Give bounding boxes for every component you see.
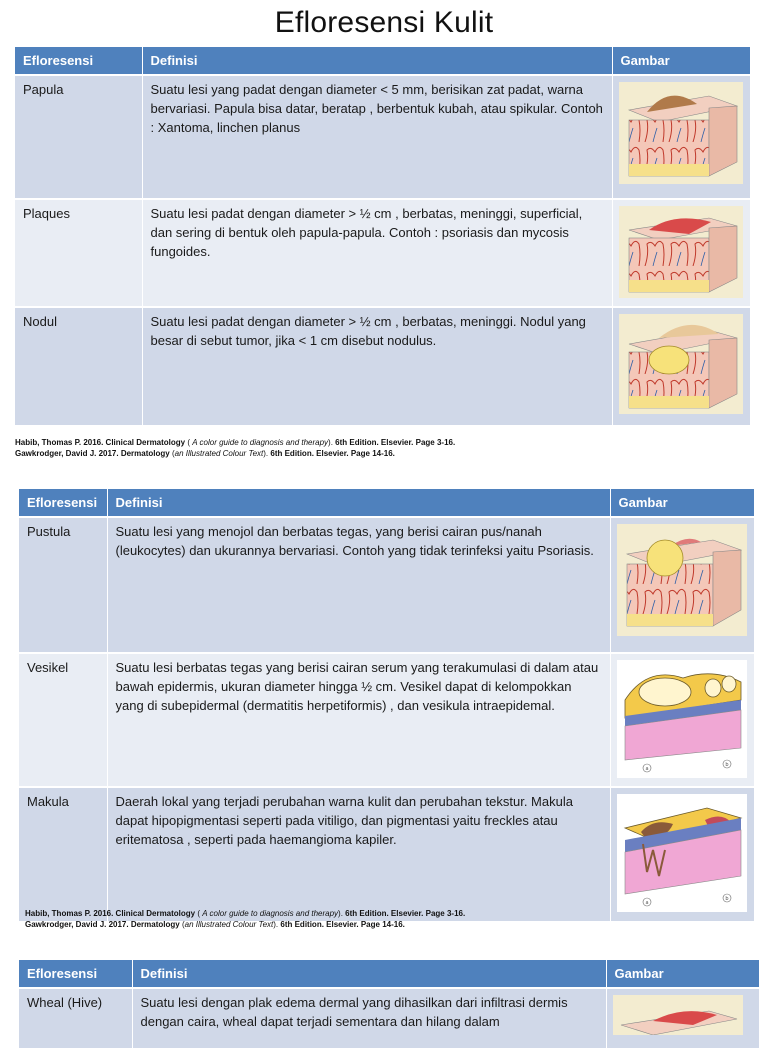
table-row bbox=[19, 517, 754, 653]
header-definisi: Definisi bbox=[107, 489, 610, 517]
row-term: Wheal (Hive) bbox=[19, 988, 132, 1048]
nodule-skin-diagram bbox=[619, 314, 743, 414]
row-definition: Suatu lesi padat dengan diameter > ½ cm , berbatas, meninggi, superficial, dan sering di bentuk oleh papula-papula. Contoh : psoriasis dan mycosis fungoides. bbox=[142, 199, 612, 307]
header-efloresensi: Efloresensi bbox=[15, 47, 142, 75]
row-term: Vesikel bbox=[19, 653, 107, 787]
row-definition: Suatu lesi yang menojol dan berbatas tegas, yang berisi cairan pus/nanah (leukocytes) dan ukurannya bervariasi. Contoh yang tidak terinfeksi yaitu Psoriasis. bbox=[107, 517, 610, 653]
header-efloresensi: Efloresensi bbox=[19, 960, 132, 988]
efflorescence-table-1 bbox=[15, 47, 751, 425]
header-gambar: Gambar bbox=[612, 47, 750, 75]
papule-skin-diagram bbox=[619, 82, 743, 184]
reference-habib: Habib, Thomas P. 2016. Clinical Dermatology ( A color guide to diagnosis and therapy). 6th Edition. Elsevier. Page 3-16. bbox=[25, 909, 466, 918]
table-row bbox=[19, 787, 754, 921]
row-term: Papula bbox=[15, 75, 142, 199]
reference-gawkrodger: Gawkrodger, David J. 2017. Dermatology (an Illustrated Colour Text). 6th Edition. Elsevier. Page 14-16. bbox=[25, 920, 405, 929]
table-row bbox=[15, 307, 750, 425]
label-a: a bbox=[644, 900, 649, 906]
header-definisi: Definisi bbox=[132, 960, 606, 988]
reference-habib: Habib, Thomas P. 2016. Clinical Dermatology ( A color guide to diagnosis and therapy). 6th Edition. Elsevier. Page 3-16. bbox=[15, 438, 456, 447]
header-gambar: Gambar bbox=[610, 489, 754, 517]
row-image bbox=[606, 988, 759, 1048]
table-header bbox=[19, 960, 759, 988]
row-definition: Daerah lokal yang terjadi perubahan warna kulit dan perubahan tekstur. Makula dapat hipopigmentasi seperti pada vitiligo, dan pigmentasi yaitu freckles atau eritematosa , seperti pada haemangioma kapiler. bbox=[107, 787, 610, 921]
row-image bbox=[612, 75, 750, 199]
references-2 bbox=[25, 908, 465, 930]
row-image bbox=[610, 653, 754, 787]
plaque-skin-diagram bbox=[619, 206, 743, 298]
row-term: Nodul bbox=[15, 307, 142, 425]
row-definition: Suatu lesi padat dengan diameter > ½ cm , berbatas, meninggi. Nodul yang besar di sebut tumor, jika < 1 cm disebut nodulus. bbox=[142, 307, 612, 425]
table-header bbox=[15, 47, 750, 75]
row-image bbox=[610, 787, 754, 921]
row-term: Makula bbox=[19, 787, 107, 921]
page-title: Efloresensi Kulit bbox=[274, 6, 494, 39]
row-image bbox=[612, 307, 750, 425]
header-definisi: Definisi bbox=[142, 47, 612, 75]
table-row bbox=[15, 199, 750, 307]
pustule-skin-diagram bbox=[617, 524, 747, 636]
row-definition: Suatu lesi dengan plak edema dermal yang dihasilkan dari infiltrasi dermis dengan caira, wheal dapat terjadi sementara dan hilang dalam bbox=[132, 988, 606, 1048]
macule-skin-diagram bbox=[617, 794, 747, 912]
wheal-skin-diagram bbox=[613, 995, 743, 1035]
table-row bbox=[15, 75, 750, 199]
row-image bbox=[612, 199, 750, 307]
row-definition: Suatu lesi berbatas tegas yang berisi cairan serum yang terakumulasi di dalam atau bawah epidermis, ukuran diameter hingga ½ cm. Vesikel dapat di kelompokkan yang di subepidermal (dermatitis herpetiformis) , dan vesikula intraepidemal. bbox=[107, 653, 610, 787]
row-definition: Suatu lesi yang padat dengan diameter < 5 mm, berisikan zat padat, warna bervariasi. Papula bisa datar, beratap , berbentuk kubah, atau spikular. Contoh : Xantoma, linchen planus bbox=[142, 75, 612, 199]
header-gambar: Gambar bbox=[606, 960, 759, 988]
header-efloresensi: Efloresensi bbox=[19, 489, 107, 517]
table-row bbox=[19, 653, 754, 787]
label-b: b bbox=[724, 762, 729, 768]
table-header bbox=[19, 489, 754, 517]
table-row bbox=[19, 988, 759, 1048]
row-image bbox=[610, 517, 754, 653]
label-a: a bbox=[644, 766, 649, 772]
row-term: Pustula bbox=[19, 517, 107, 653]
efflorescence-table-2 bbox=[19, 489, 755, 921]
references-1 bbox=[15, 437, 455, 459]
row-term: Plaques bbox=[15, 199, 142, 307]
label-b: b bbox=[724, 896, 729, 902]
efflorescence-table-3 bbox=[19, 960, 760, 1048]
vesicle-skin-diagram bbox=[617, 660, 747, 778]
reference-gawkrodger: Gawkrodger, David J. 2017. Dermatology (an Illustrated Colour Text). 6th Edition. Elsevier. Page 14-16. bbox=[15, 449, 395, 458]
